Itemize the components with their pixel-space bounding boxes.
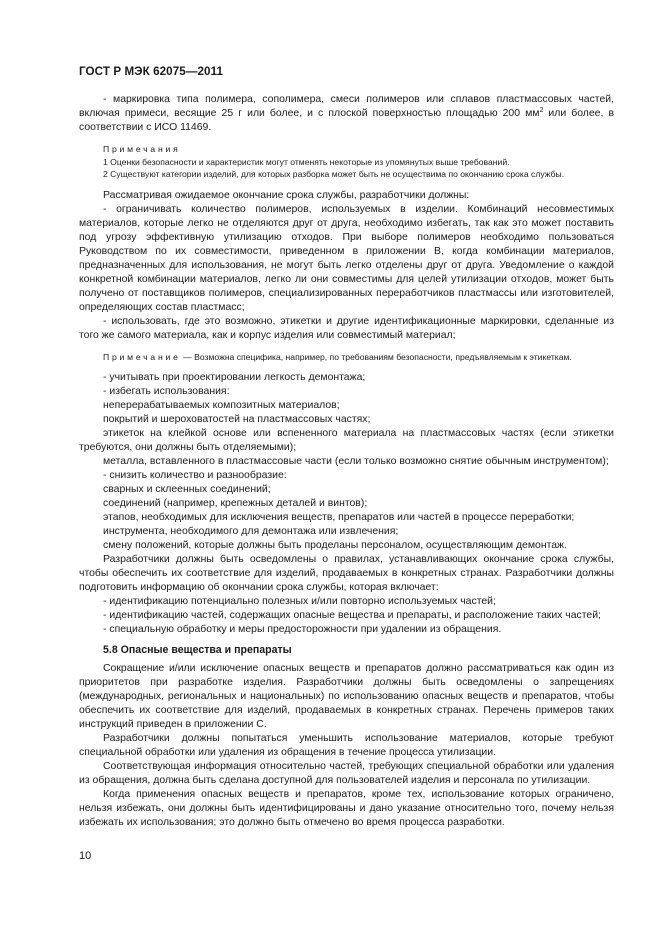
list-item-limit-polymers: - ограничивать количество полимеров, используемых в изделии. Комбинаций несовместимых материалов, которые легко не отделяются друг от друга, необходимо избегать, так как это может поставить под угрозу эффективную утилизацию отходов. При выборе полимеров необходимо пользоваться Руководством по их совместимости, приведенном в приложении В, когда комбинации материалов, предназначенных для использования, не могут быть легко отделены друг от друга. Уведомление о каждой конкретной комбинации материалов, легко ли они совместимы для целей утилизации отходов, может быть получено от поставщиков полимеров, специализированных переработчиков пластмассы или изготовителей, определяющих состав пластмасс;	[79, 203, 614, 313]
note-1: 1 Оценки безопасности и характеристик могут отменять некоторые из упомянутых выше требований.	[103, 156, 510, 167]
paragraph-hazardous: Сокращение и/или исключение опасных веществ и препаратов должно рассматриваться как один из приоритетов при разработке изделия. Разработчики должны быть осведомлены о запрещениях (международных, региональных и национальных) по использованию опасных веществ и препаратов, чтобы обеспечить их соответствие для изделий, продаваемых в конкретных странах. Перечень примеров таких инструкций приведен в приложении С.	[79, 663, 614, 731]
note-2: 2 Существуют категории изделий, для которых разборка может быть не осуществима по окончанию срока службы.	[103, 169, 565, 180]
sub-list-item: соединений (например, крепежных деталей и винтов);	[103, 498, 368, 510]
document-body	[79, 93, 614, 830]
list-item: - идентификацию частей, содержащих опасные вещества и препараты, и расположение таких частей;	[103, 610, 601, 622]
sub-list-item: этикеток на клейкой основе или вспененного материала на пластмассовых частях (если этикетки требуются, они должны быть отделяемыми);	[79, 428, 614, 454]
sub-list-item: сварных и склеенных соединений;	[103, 484, 271, 496]
paragraph-marking: - маркировка типа полимера, сополимера, смеси полимеров или сплавов пластмассовых частей, включая примеси, весящие 25 г или более, и с плоской поверхностью площадью 200 $мм^2$ или более, в соответствии с ИСО 11469.	[79, 94, 614, 133]
notes-title: Примечания	[103, 144, 181, 154]
paragraph-regulations: Разработчики должны быть осведомлены о правилах, устанавливающих окончание срока службы, чтобы обеспечить их соответствие для изделий, продаваемых в конкретных странах. Разработчики должны подготовить информацию об окончании срока службы, которая включает:	[79, 554, 614, 594]
section-title: 5.8 Опасные вещества и препараты	[103, 644, 292, 657]
sub-list-item: инструмента, необходимого для демонтажа или извлечения;	[103, 526, 399, 538]
page-number: 10	[79, 850, 92, 862]
list-item: - специальную обработку и меры предосторожности при удалении из обращения.	[103, 624, 502, 636]
sub-list-item: смену положений, которые должны быть проделаны персоналом, осуществляющим демонтаж.	[103, 540, 567, 552]
paragraph-end-of-life: Рассматривая ожидаемое окончание срока службы, разработчики должны:	[103, 189, 470, 201]
standard-header: ГОСТ Р МЭК 62075—2011	[79, 65, 224, 78]
note-labels: Примечание — Возможна специфика, например, по требованиям безопасности, предъявляемым к этикеткам.	[103, 351, 572, 362]
sub-list-item: неперерабатываемых композитных материалов;	[103, 400, 340, 412]
list-item: - учитывать при проектировании легкость демонтажа;	[103, 372, 366, 384]
sub-list-item: металла, вставленного в пластмассовые части (если только возможно снятие обычным инструментом);	[103, 456, 609, 468]
list-item: - идентификацию потенциально полезных и/или повторно используемых частей;	[103, 596, 496, 608]
paragraph-reduce-materials: Разработчики должны попытаться уменьшить использование материалов, которые требуют специальной обработки или удаления из обращения в течение процесса утилизации.	[79, 733, 614, 759]
list-item: - избегать использования:	[103, 386, 230, 398]
sub-list-item: покрытий и шероховатостей на пластмассовых частях;	[103, 414, 371, 426]
paragraph-information: Соответствующая информация относительно частей, требующих специальной обработки или удаления из обращения, должна быть сделана доступной для пользователей изделия и персонала по утилизации.	[79, 761, 614, 787]
list-item-labels: - использовать, где это возможно, этикетки и другие идентификационные маркировки, сделанные из того же самого материала, как и корпус изделия или совместимый материал;	[79, 315, 614, 341]
paragraph-identification: Когда применения опасных веществ и препаратов, кроме тех, использование которых ограничено, нельзя избежать, они должны быть идентифицированы и дано указание относительно того, почему нельзя избежать их использования; это должно быть отмечено во время процесса разработки.	[79, 789, 614, 829]
sub-list-item: этапов, необходимых для исключения веществ, препаратов или частей в процессе переработки;	[103, 512, 575, 524]
list-item: - снизить количество и разнообразие:	[103, 470, 287, 482]
